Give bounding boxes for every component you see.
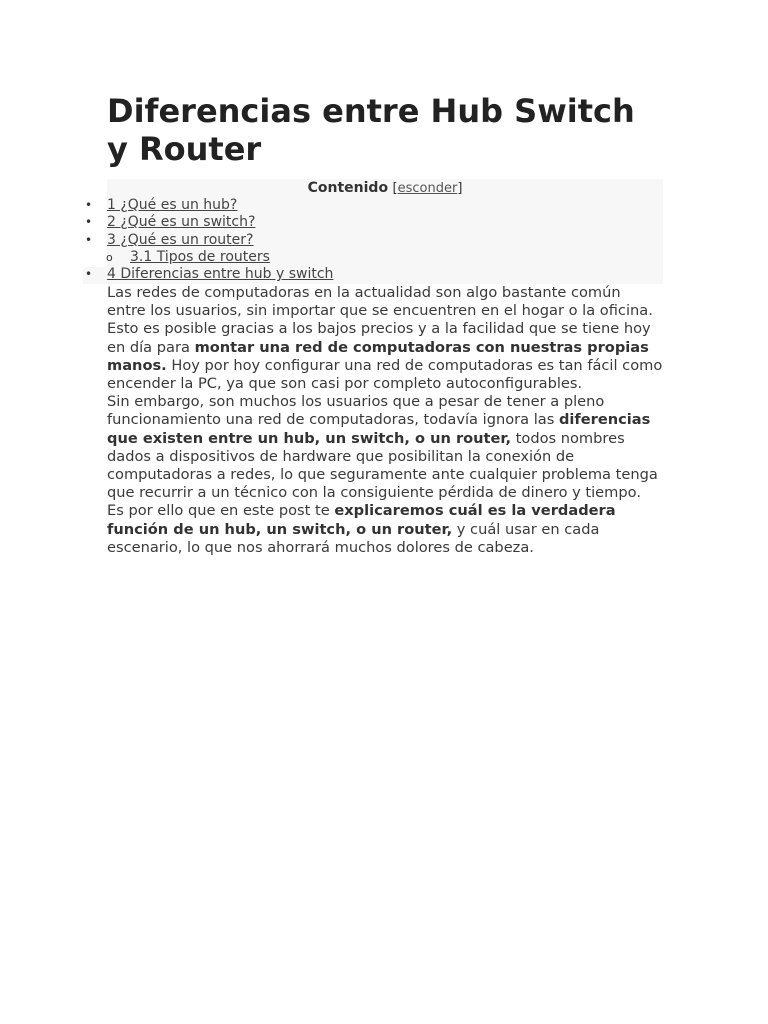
paragraph-bold: montar una red de computadoras con nuestras propias manos.: [107, 338, 649, 374]
toc-link-router-types[interactable]: 3.1 Tipos de routers: [130, 248, 270, 265]
toc-link-router[interactable]: 3 ¿Qué es un router?: [107, 231, 254, 248]
paragraph-text: Es por ello que en este post te: [107, 502, 335, 520]
toc-link-switch[interactable]: 2 ¿Qué es un switch?: [107, 214, 256, 231]
paragraph-bold: diferencias que existen entre un hub, un switch, o un router,: [107, 411, 651, 447]
paragraph-intro: [107, 284, 663, 393]
toc-toggle-link[interactable]: esconder: [397, 181, 458, 196]
bullet-icon: •: [85, 267, 93, 282]
paragraph-differences: [107, 393, 663, 502]
table-of-contents: [85, 179, 663, 284]
article-body: [107, 284, 663, 557]
paragraph-text: Sin embargo, son muchos los usuarios que a pesar de tener a pleno funcionamiento una red de computadoras, todavía ignora las: [107, 393, 605, 429]
article: [107, 92, 663, 168]
toc-toggle-wrapper: [393, 181, 463, 196]
bullet-icon: •: [85, 198, 93, 212]
paragraph-explanation: [107, 502, 663, 557]
paragraph-text: todos nombres dados a dispositivos de hardware que posibilitan la conexión de computadoras a redes, lo que seguramente ante cualquier problema tenga que recurrir a un técnico con la consiguiente pérdida de dinero y tiempo.: [107, 429, 658, 502]
paragraph-bold: explicaremos cuál es la verdadera función de un hub, un switch, o un router,: [107, 502, 616, 538]
toc-heading: Contenido: [307, 180, 389, 196]
paragraph-text: y cuál usar en cada escenario, lo que nos ahorrará muchos dolores de cabeza.: [107, 520, 600, 556]
toc-link-hub-vs-switch[interactable]: 4 Diferencias entre hub y switch: [107, 266, 334, 283]
toc-header: [107, 179, 663, 198]
circle-bullet-icon: o: [106, 250, 113, 264]
paragraph-text: Hoy por hoy configurar una red de computadoras es tan fácil como encender la PC, ya que son casi por completo autoconfigurables.: [107, 356, 663, 393]
toc-close-bracket: ]: [457, 181, 463, 196]
toc-open-bracket: [: [392, 181, 398, 196]
toc-link-hub[interactable]: 1 ¿Qué es un hub?: [107, 197, 238, 213]
paragraph-text: Las redes de computadoras en la actualidad son algo bastante común entre los usuarios, sin importar que se encuentren en el hogar o la oficina. Esto es posible gracias a los bajos precios y a la facilidad que se tiene hoy en día para: [107, 284, 653, 356]
bullet-icon: •: [85, 215, 93, 230]
bullet-icon: •: [85, 232, 93, 247]
page-title: Diferencias entre Hub Switch y Router: [107, 92, 635, 168]
